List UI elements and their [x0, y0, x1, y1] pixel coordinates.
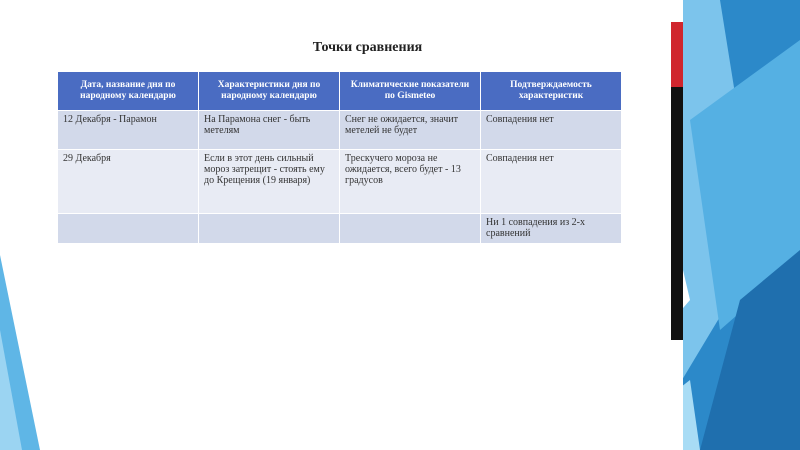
slide-title: Точки сравнения: [312, 40, 423, 55]
table-header-row: [58, 72, 622, 111]
table-cell: [58, 214, 199, 244]
table-cell: Если в этот день сильный мороз затрещит - стоять ему до Крещения (19 января): [199, 150, 340, 214]
comparison-table: [57, 71, 622, 244]
table-row: [58, 150, 622, 214]
table-cell: 29 Декабря: [58, 150, 199, 214]
header-date: Дата, название дня по народному календарю: [58, 72, 199, 111]
table-cell: Ни 1 совпадения из 2-х сравнений: [481, 214, 622, 244]
header-climate: Климатические показатели по Gismeteo: [340, 72, 481, 111]
table-cell: [340, 214, 481, 244]
table-cell: 12 Декабря - Парамон: [58, 111, 199, 150]
table-row: [58, 214, 622, 244]
accent-bar-red: [671, 22, 683, 87]
table-cell: На Парамона снег - быть метелям: [199, 111, 340, 150]
header-characteristics: Характеристики дня по народному календарю: [199, 72, 340, 111]
header-confirmation: Подтверждаемость характеристик: [481, 72, 622, 111]
table-row: [58, 111, 622, 150]
table-cell: Снег не ожидается, значит метелей не будет: [340, 111, 481, 150]
table-cell: [199, 214, 340, 244]
table-cell: Совпадения нет: [481, 150, 622, 214]
accent-bar-black: [671, 87, 683, 340]
table-cell: Совпадения нет: [481, 111, 622, 150]
table-cell: Трескучего мороза не ожидается, всего будет - 13 градусов: [340, 150, 481, 214]
